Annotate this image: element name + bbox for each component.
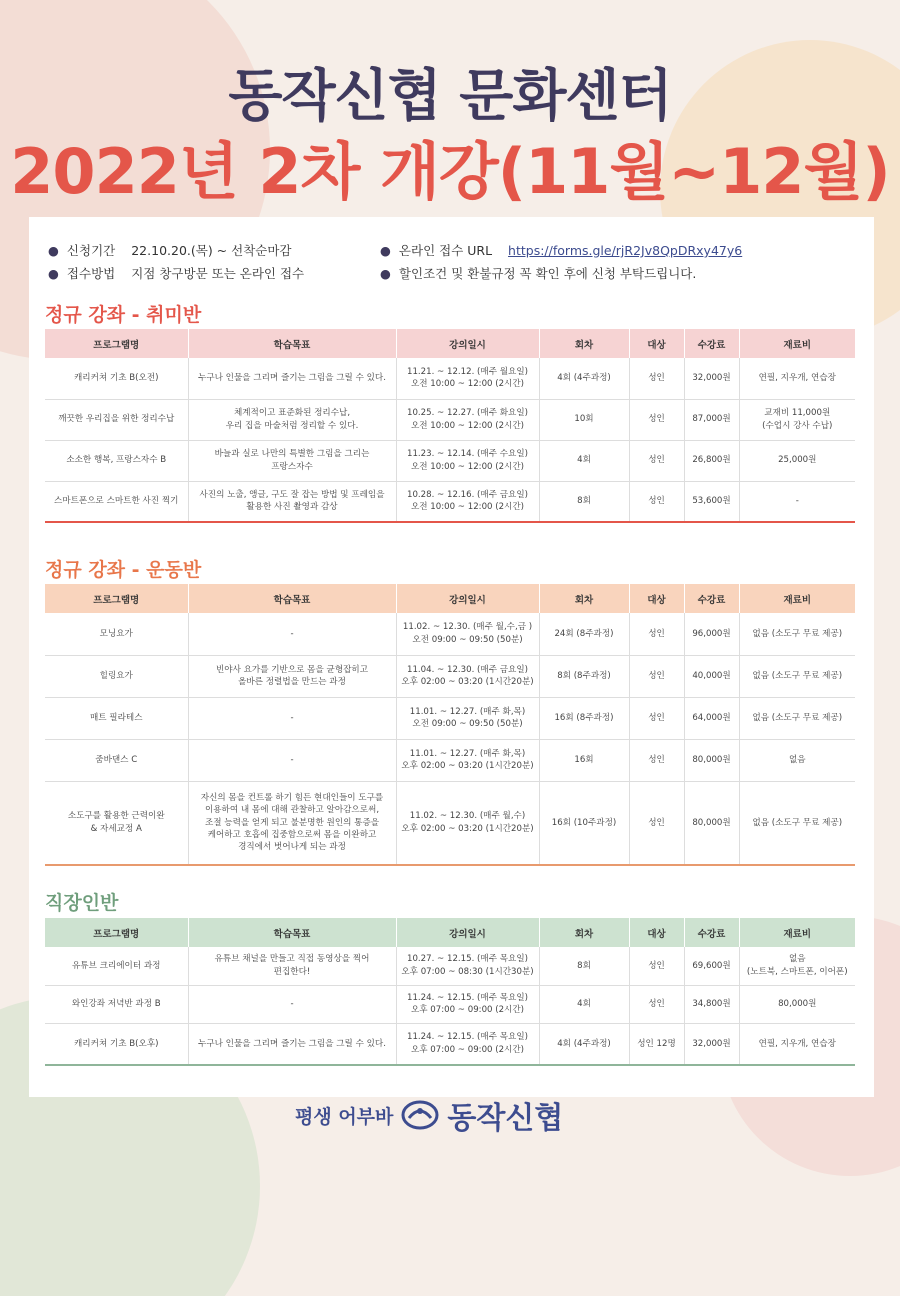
cell-name: 매트 필라테스 [45,697,188,739]
cell-time: 11.24. ~ 12.15. (매주 목요일) 오후 07:00 ~ 09:00 (2시간) [396,985,539,1023]
cell-target: 성인 [629,739,684,781]
column-header: 재료비 [739,918,855,947]
column-header: 수강료 [684,918,739,947]
column-header: 프로그램명 [45,918,188,947]
cell-count: 24회 (8주과정) [539,613,629,655]
column-header: 재료비 [739,329,855,358]
cell-material: 80,000원 [739,985,855,1023]
cell-material: - [739,481,855,522]
cell-target: 성인 [629,947,684,985]
table-row [45,481,855,522]
cell-fee: 26,800원 [684,440,739,481]
cell-material: 없음 (노트북, 스마트폰, 이어폰) [739,947,855,985]
cell-count: 16회 (8주과정) [539,697,629,739]
cell-target: 성인 [629,697,684,739]
cell-target: 성인 [629,358,684,399]
cell-name: 힐링요가 [45,655,188,697]
column-header: 학습목표 [188,584,396,613]
column-header: 학습목표 [188,329,396,358]
cell-time: 11.02. ~ 12.30. (매주 월,수,금 ) 오전 09:00 ~ 09:50 (50분) [396,613,539,655]
cell-count: 16회 [539,739,629,781]
table-row [45,1023,855,1065]
table-row [45,440,855,481]
column-header: 프로그램명 [45,329,188,358]
cell-name: 깨끗한 우리집을 위한 정리수납 [45,399,188,440]
cell-name: 소도구를 활용한 근력이완 & 자세교정 A [45,781,188,865]
poster-title: 동작신협 문화센터 [228,64,672,129]
cell-target: 성인 [629,399,684,440]
bullet-icon: ● [48,266,59,281]
cell-goal: 사진의 노출, 앵글, 구도 잘 잡는 방법 및 프레임을 활용한 사진 촬영과 감상 [188,481,396,522]
table-row [45,697,855,739]
cell-name: 유튜브 크리에이터 과정 [45,947,188,985]
online-form-link[interactable]: https://forms.gle/rjR2Jv8QpDRxy47y6 [508,243,743,258]
footer-slogan: 평생 어부바 [295,1105,394,1128]
cell-fee: 32,000원 [684,1023,739,1065]
cell-name: 모닝요가 [45,613,188,655]
course-table [45,584,855,866]
cell-count: 4회 (4주과정) [539,1023,629,1065]
cell-name: 캐리커쳐 기초 B(오전) [45,358,188,399]
cell-fee: 87,000원 [684,399,739,440]
cell-time: 10.25. ~ 12.27. (매주 화요일) 오전 10:00 ~ 12:00 (2시간) [396,399,539,440]
cell-goal: 바늘과 실로 나만의 특별한 그림을 그리는 프랑스자수 [188,440,396,481]
info-notice: ● 할인조건 및 환불규정 꼭 확인 후에 신청 부탁드립니다. [380,266,697,281]
cell-material: 없음 (소도구 무료 제공) [739,613,855,655]
cell-time: 10.27. ~ 12.15. (매주 목요일) 오후 07:00 ~ 08:30 (1시간30분) [396,947,539,985]
table-row [45,985,855,1023]
table-row [45,358,855,399]
cell-goal: 빈야사 요가를 기반으로 몸을 균형잡히고 올바른 정렬법을 만드는 과정 [188,655,396,697]
cell-count: 16회 (10주과정) [539,781,629,865]
cell-goal: - [188,613,396,655]
column-header: 프로그램명 [45,584,188,613]
column-header: 회차 [539,918,629,947]
table-row [45,781,855,865]
info-period: ● 신청기간 22.10.20.(목) ~ 선착순마감 [48,243,292,258]
cell-goal: 자신의 몸을 컨트롤 하기 힘든 현대인들이 도구를 이용하여 내 몸에 대해 관찰하고 알아감으로써, 조절 능력을 얻게 되고 불분명한 원인의 통증을 케어하고 호흡에 집중함으로써 몸을 이완하고 경직에서 벗어나게 되는 과정 [188,781,396,865]
cell-count: 10회 [539,399,629,440]
table-header-row [45,329,855,358]
section-title: 정규 강좌 - 취미반 [45,304,202,326]
info-online: ● 온라인 접수 URL https://forms.gle/rjR2Jv8QpDRxy47y6 [380,243,743,258]
cell-goal: 누구나 인물을 그리며 즐기는 그림을 그릴 수 있다. [188,358,396,399]
cell-goal: 유튜브 채널을 만들고 직접 동영상을 찍어 편집한다! [188,947,396,985]
cell-time: 11.01. ~ 12.27. (매주 화,목) 오후 02:00 ~ 03:20 (1시간20분) [396,739,539,781]
section-title: 직장인반 [45,892,119,914]
cell-material: 없음 (소도구 무료 제공) [739,655,855,697]
cell-target: 성인 [629,781,684,865]
column-header: 수강료 [684,584,739,613]
cell-goal: - [188,739,396,781]
cell-name: 스마트폰으로 스마트한 사진 찍기 [45,481,188,522]
column-header: 재료비 [739,584,855,613]
table-row [45,399,855,440]
info-method: ● 접수방법 지점 창구방문 또는 온라인 접수 [48,266,305,281]
footer-logo [295,1095,615,1135]
table-row [45,655,855,697]
cell-time: 11.04. ~ 12.30. (매주 금요일) 오후 02:00 ~ 03:20 (1시간20분) [396,655,539,697]
table-header-row [45,918,855,947]
cell-fee: 32,000원 [684,358,739,399]
credit-union-logo-icon [401,1100,439,1130]
cell-target: 성인 12명 [629,1023,684,1065]
cell-material: 교재비 11,000원 (수업시 강사 수납) [739,399,855,440]
cell-count: 8회 [539,481,629,522]
column-header: 회차 [539,584,629,613]
table-row [45,613,855,655]
cell-goal: - [188,985,396,1023]
column-header: 학습목표 [188,918,396,947]
bullet-icon: ● [380,243,391,258]
table-header-row [45,584,855,613]
cell-time: 10.28. ~ 12.16. (매주 금요일) 오전 10:00 ~ 12:00 (2시간) [396,481,539,522]
cell-fee: 40,000원 [684,655,739,697]
cell-target: 성인 [629,655,684,697]
cell-goal: 체계적이고 표준화된 정리수납, 우리 집을 마술처럼 정리할 수 있다. [188,399,396,440]
cell-time: 11.01. ~ 12.27. (매주 화,목) 오전 09:00 ~ 09:50 (50분) [396,697,539,739]
cell-target: 성인 [629,985,684,1023]
cell-target: 성인 [629,613,684,655]
cell-count: 4회 [539,440,629,481]
cell-material: 없음 (소도구 무료 제공) [739,781,855,865]
column-header: 대상 [629,584,684,613]
column-header: 강의일시 [396,918,539,947]
column-header: 수강료 [684,329,739,358]
cell-name: 소소한 행복, 프랑스자수 B [45,440,188,481]
cell-time: 11.24. ~ 12.15. (매주 목요일) 오후 07:00 ~ 09:00 (2시간) [396,1023,539,1065]
cell-fee: 53,600원 [684,481,739,522]
section-title: 정규 강좌 - 운동반 [45,559,202,581]
bullet-icon: ● [48,243,59,258]
cell-fee: 80,000원 [684,739,739,781]
table-row [45,947,855,985]
column-header: 회차 [539,329,629,358]
cell-material: 연필, 지우개, 연습장 [739,358,855,399]
column-header: 강의일시 [396,584,539,613]
cell-material: 연필, 지우개, 연습장 [739,1023,855,1065]
cell-fee: 64,000원 [684,697,739,739]
table-row [45,739,855,781]
cell-fee: 96,000원 [684,613,739,655]
cell-target: 성인 [629,440,684,481]
cell-fee: 34,800원 [684,985,739,1023]
cell-count: 8회 (8주과정) [539,655,629,697]
column-header: 대상 [629,329,684,358]
poster-subtitle: 2022년 2차 개강(11월~12월) [10,135,890,208]
course-table [45,918,855,1066]
cell-time: 11.23. ~ 12.14. (매주 수요일) 오전 10:00 ~ 12:00 (2시간) [396,440,539,481]
cell-count: 4회 [539,985,629,1023]
bullet-icon: ● [380,266,391,281]
cell-goal: 누구나 인물을 그리며 즐기는 그림을 그릴 수 있다. [188,1023,396,1065]
cell-target: 성인 [629,481,684,522]
cell-name: 캐리커쳐 기초 B(오후) [45,1023,188,1065]
column-header: 대상 [629,918,684,947]
cell-count: 4회 (4주과정) [539,358,629,399]
cell-goal: - [188,697,396,739]
cell-fee: 80,000원 [684,781,739,865]
cell-time: 11.02. ~ 12.30. (매주 월,수) 오후 02:00 ~ 03:20 (1시간20분) [396,781,539,865]
cell-name: 줌바댄스 C [45,739,188,781]
footer-brand: 동작신협 [447,1101,564,1136]
cell-material: 없음 (소도구 무료 제공) [739,697,855,739]
cell-fee: 69,600원 [684,947,739,985]
column-header: 강의일시 [396,329,539,358]
course-table [45,329,855,523]
cell-material: 25,000원 [739,440,855,481]
cell-count: 8회 [539,947,629,985]
cell-material: 없음 [739,739,855,781]
cell-name: 와인강좌 저녁반 과정 B [45,985,188,1023]
cell-time: 11.21. ~ 12.12. (매주 월요일) 오전 10:00 ~ 12:00 (2시간) [396,358,539,399]
